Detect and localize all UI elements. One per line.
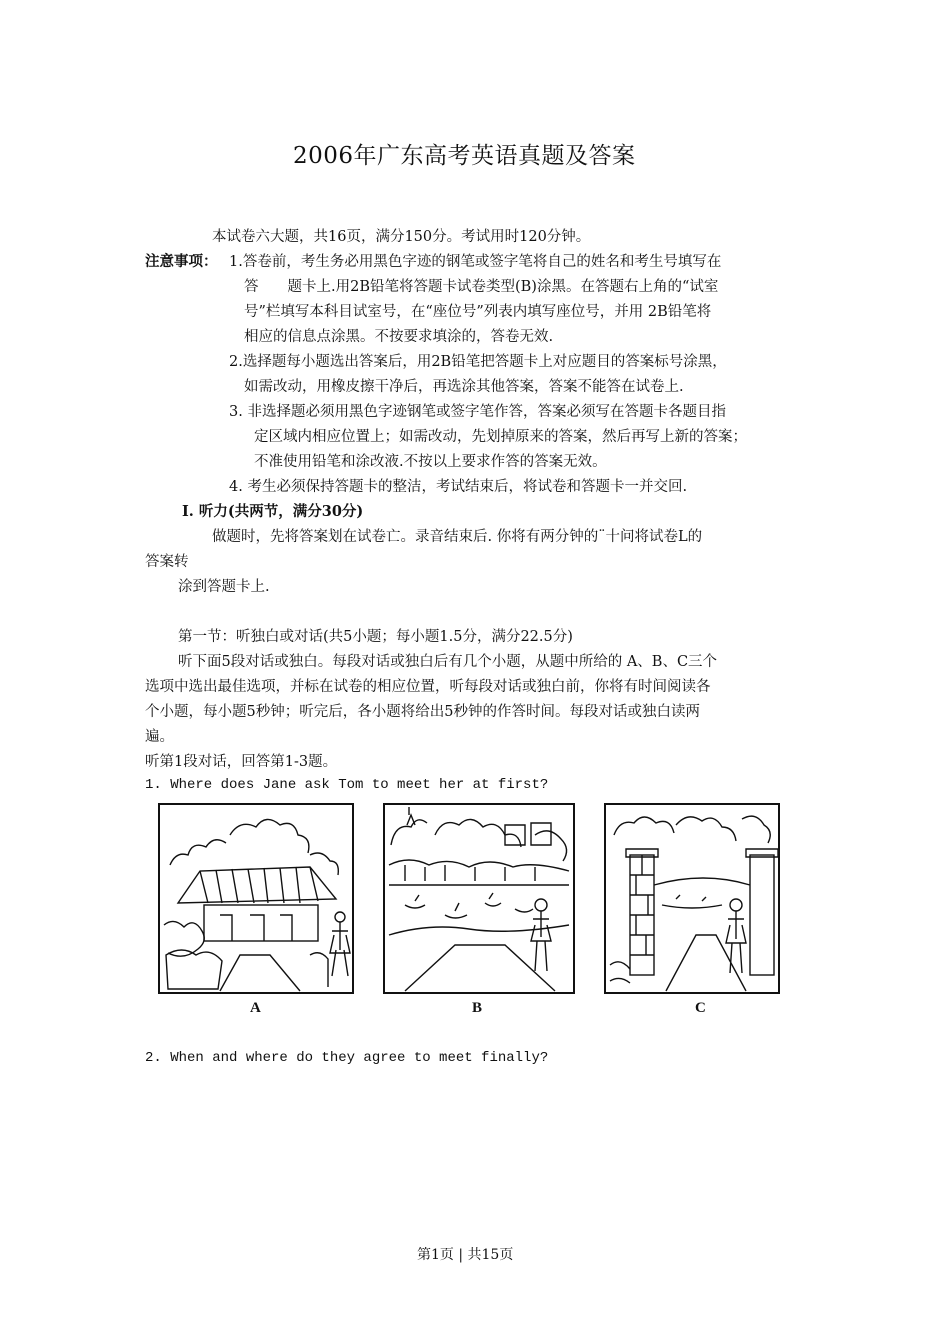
- page-title: 2006年广东高考英语真题及答案: [293, 143, 636, 169]
- park-lake-icon: [385, 805, 573, 992]
- question-1: 1. Where does Jane ask Tom to meet her at first?: [145, 777, 549, 793]
- notice-item-4: 4. 考生必须保持答题卡的整洁，考试结束后，将试卷和答题卡一并交回.: [229, 479, 688, 495]
- page-footer: 第1页 | 共15页: [417, 1247, 514, 1263]
- park-gate-icon: [606, 805, 778, 992]
- intro-text: 本试卷六大题，共16页，满分150分。考试用时120分钟。: [212, 229, 591, 245]
- notice-item-1-line-3: 号”栏填写本科目试室号，在“座位号”列表内填写座位号，并用 2B铅笔将: [244, 304, 712, 320]
- section-1-heading: Ⅰ. 听力(共两节，满分30分): [182, 503, 364, 520]
- section-1-instr-line-1: 做题时，先将答案划在试卷亡。录音结束后. 你将有两分钟的¨十问将试卷L的: [212, 529, 703, 545]
- notice-item-2-line-1: 2.选择题每小题选出答案后，用2B铅笔把答题卡上对应题目的答案标号涂黑，: [229, 354, 727, 370]
- part-1-instr-line-3: 个小题，每小题5秒钟；听完后，各小题将给出5秒钟的作答时间。每段对话或独白读两: [145, 704, 700, 720]
- notice-item-1-line-2: 答 题卡上.用2B铅笔将答题卡试卷类型(B)涂黑。在答题右上角的“试室: [244, 279, 719, 295]
- part-1-instr-line-1: 听下面5段对话或独白。每段对话或独白后有几个小题，从题中所给的 A、B、C三个: [178, 654, 718, 670]
- option-c-label: C: [695, 1000, 706, 1016]
- part-1-instr-line-4: 遍。: [145, 729, 174, 745]
- notice-item-3-line-2: 定区域内相应位置上；如需改动，先划掉原来的答案，然后再写上新的答案；: [254, 429, 747, 445]
- notice-item-3-line-3: 不准使用铅笔和涂改液.不按以上要求作答的答案无效。: [254, 454, 607, 470]
- option-a-illustration: [158, 803, 354, 994]
- notice-item-1-line-1: 1.答卷前，考生务必用黑色字迹的钢笔或签字笔将自己的姓名和考生号填写在: [229, 254, 722, 270]
- option-a-label: A: [250, 1000, 261, 1016]
- option-b-label: B: [472, 1000, 483, 1016]
- section-1-instr-line-2: 答案转: [145, 554, 189, 570]
- part-1-heading: 第一节：听独白或对话(共5小题；每小题1.5分，满分22.5分): [178, 629, 573, 645]
- notice-label: 注意事项：: [145, 253, 218, 270]
- notice-item-3-line-1: 3. 非选择题必须用黑色字迹钢笔或签字笔作答，答案必须写在答题卡各题目指: [229, 404, 726, 420]
- section-1-instr-line-3: 涂到答题卡上.: [178, 579, 270, 595]
- option-c-illustration: [604, 803, 780, 994]
- option-b-illustration: [383, 803, 575, 994]
- notice-item-1-line-4: 相应的信息点涂黑。不按要求填涂的，答卷无效.: [244, 329, 554, 345]
- dialog-1-intro: 听第1段对话，回答第1-3题。: [145, 754, 338, 770]
- notice-item-2-line-2: 如需改动，用橡皮擦干净后，再选涂其他答案，答案不能答在试卷上.: [244, 379, 684, 395]
- cafe-garden-icon: [160, 805, 352, 992]
- question-2: 2. When and where do they agree to meet finally?: [145, 1050, 549, 1066]
- part-1-instr-line-2: 选项中选出最佳选项，并标在试卷的相应位置，听每段对话或独白前，你将有时间阅读各: [145, 679, 711, 695]
